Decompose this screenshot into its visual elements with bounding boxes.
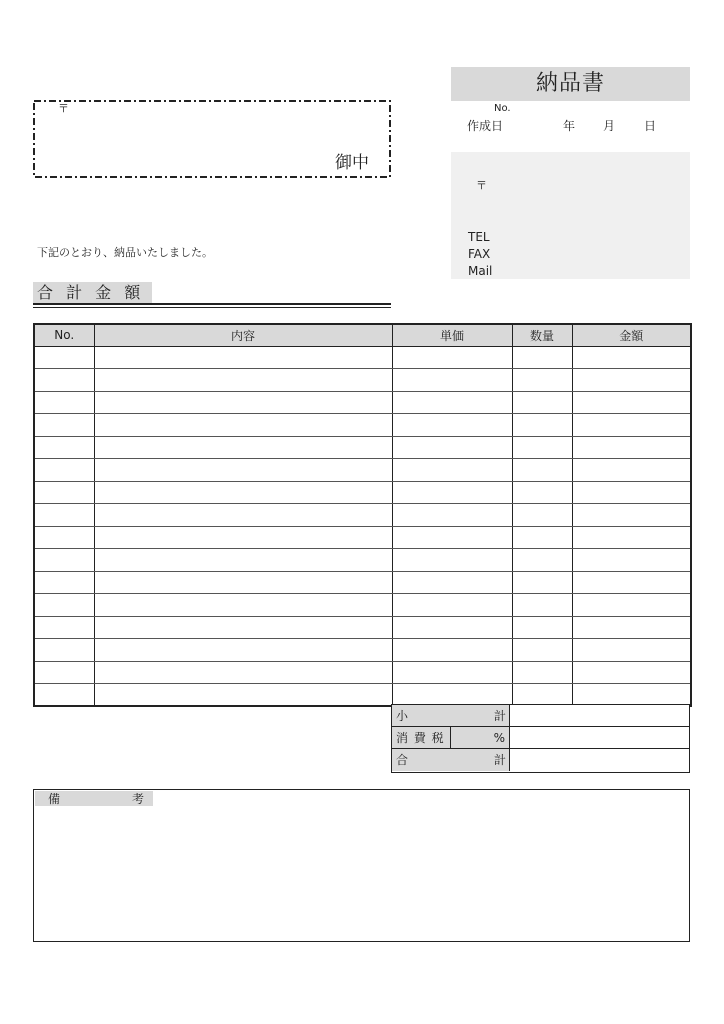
remarks-label-end: 考	[131, 792, 144, 806]
cell-amount	[572, 549, 691, 572]
grand-total-value	[510, 749, 689, 771]
cell-no	[34, 459, 94, 482]
cell-quantity	[512, 369, 572, 392]
table-header-row	[34, 324, 691, 346]
cell-amount	[572, 616, 691, 639]
cell-content	[94, 346, 392, 369]
sender-panel	[451, 152, 690, 279]
cell-content	[94, 526, 392, 549]
cell-no	[34, 436, 94, 459]
table-row	[34, 414, 691, 437]
table-row	[34, 436, 691, 459]
cell-quantity	[512, 481, 572, 504]
creation-date-label: 作成日	[467, 119, 504, 133]
cell-content	[94, 414, 392, 437]
cell-no	[34, 684, 94, 707]
cell-no	[34, 369, 94, 392]
cell-quantity	[512, 684, 572, 707]
cell-unit-price	[392, 504, 512, 527]
table-row	[34, 459, 691, 482]
table-row	[34, 504, 691, 527]
remarks-box	[33, 789, 690, 942]
cell-amount	[572, 504, 691, 527]
subtotal-value	[510, 705, 689, 726]
sender-mail-label: Mail	[468, 264, 493, 278]
cell-amount	[572, 639, 691, 662]
grand-total-label-end: 計	[493, 753, 506, 768]
cell-amount	[572, 661, 691, 684]
cell-unit-price	[392, 459, 512, 482]
subtotal-label	[392, 705, 510, 726]
table-row	[34, 571, 691, 594]
table-row	[34, 481, 691, 504]
cell-content	[94, 571, 392, 594]
cell-no	[34, 504, 94, 527]
header-amount: 金額	[572, 324, 691, 346]
recipient-postal-mark: 〒	[58, 102, 69, 115]
cell-amount	[572, 594, 691, 617]
cell-content	[94, 436, 392, 459]
table-row	[34, 684, 691, 707]
table-row	[34, 661, 691, 684]
sender-postal-mark: 〒	[476, 179, 487, 192]
cell-content	[94, 594, 392, 617]
cell-quantity	[512, 459, 572, 482]
total-amount-double-underline	[33, 303, 391, 308]
recipient-honorific: 御中	[335, 153, 369, 173]
cell-unit-price	[392, 616, 512, 639]
remarks-label	[35, 791, 153, 806]
recipient-box	[33, 100, 391, 178]
table-row	[34, 346, 691, 369]
cell-content	[94, 504, 392, 527]
header-unit-price: 単価	[392, 324, 512, 346]
cell-content	[94, 459, 392, 482]
grand-total-label-start: 合	[396, 753, 409, 768]
cell-unit-price	[392, 594, 512, 617]
cell-amount	[572, 346, 691, 369]
cell-content	[94, 616, 392, 639]
header-content: 内容	[94, 324, 392, 346]
document-title: 納品書	[535, 71, 605, 96]
tax-rate-unit: %	[451, 727, 510, 748]
cell-no	[34, 481, 94, 504]
cell-no	[34, 526, 94, 549]
cell-no	[34, 571, 94, 594]
subtotal-label-end: 計	[493, 709, 506, 723]
cell-no	[34, 639, 94, 662]
cell-content	[94, 639, 392, 662]
table-row	[34, 616, 691, 639]
document-title-box	[451, 67, 690, 101]
cell-no	[34, 346, 94, 369]
cell-content	[94, 369, 392, 392]
cell-content	[94, 684, 392, 707]
cell-amount	[572, 684, 691, 707]
cell-content	[94, 549, 392, 572]
total-amount-label: 合 計 金 額	[33, 282, 152, 304]
tax-row	[392, 727, 689, 749]
cell-content	[94, 481, 392, 504]
cell-unit-price	[392, 436, 512, 459]
date-month-label: 月	[603, 119, 616, 133]
table-row	[34, 369, 691, 392]
cell-unit-price	[392, 369, 512, 392]
cell-no	[34, 661, 94, 684]
summary-box	[391, 704, 690, 773]
cell-quantity	[512, 661, 572, 684]
table-row	[34, 639, 691, 662]
cell-amount	[572, 414, 691, 437]
cell-content	[94, 661, 392, 684]
cell-no	[34, 414, 94, 437]
cell-amount	[572, 369, 691, 392]
cell-unit-price	[392, 571, 512, 594]
cell-no	[34, 391, 94, 414]
table-row	[34, 549, 691, 572]
cell-amount	[572, 459, 691, 482]
cell-amount	[572, 526, 691, 549]
cell-quantity	[512, 346, 572, 369]
cell-no	[34, 594, 94, 617]
grand-total-row	[392, 749, 689, 771]
cell-unit-price	[392, 639, 512, 662]
cell-unit-price	[392, 391, 512, 414]
header-no: No.	[34, 324, 94, 346]
cell-no	[34, 616, 94, 639]
table-body	[34, 346, 691, 706]
cell-no	[34, 549, 94, 572]
cell-quantity	[512, 414, 572, 437]
remarks-label-start: 備	[48, 792, 61, 806]
cell-quantity	[512, 594, 572, 617]
tax-value	[510, 727, 689, 748]
tax-label: 消 費 税	[392, 727, 451, 748]
cell-unit-price	[392, 684, 512, 707]
cell-unit-price	[392, 526, 512, 549]
items-table	[33, 323, 692, 707]
cell-content	[94, 391, 392, 414]
cell-amount	[572, 391, 691, 414]
cell-quantity	[512, 391, 572, 414]
cell-quantity	[512, 616, 572, 639]
subtotal-label-start: 小	[396, 709, 409, 723]
cell-quantity	[512, 639, 572, 662]
header-quantity: 数量	[512, 324, 572, 346]
cell-quantity	[512, 504, 572, 527]
cell-quantity	[512, 571, 572, 594]
delivery-message: 下記のとおり、納品いたしました。	[37, 246, 213, 259]
table-row	[34, 526, 691, 549]
cell-amount	[572, 571, 691, 594]
cell-amount	[572, 481, 691, 504]
sender-fax-label: FAX	[468, 247, 491, 261]
date-day-label: 日	[644, 119, 657, 133]
cell-amount	[572, 436, 691, 459]
cell-unit-price	[392, 661, 512, 684]
cell-quantity	[512, 436, 572, 459]
date-year-label: 年	[563, 119, 576, 133]
cell-unit-price	[392, 414, 512, 437]
cell-quantity	[512, 549, 572, 572]
document-number-label: No.	[494, 103, 511, 114]
table-row	[34, 391, 691, 414]
grand-total-label	[392, 749, 510, 771]
cell-unit-price	[392, 346, 512, 369]
sender-tel-label: TEL	[468, 230, 490, 244]
subtotal-row	[392, 705, 689, 727]
cell-quantity	[512, 526, 572, 549]
cell-unit-price	[392, 549, 512, 572]
cell-unit-price	[392, 481, 512, 504]
table-row	[34, 594, 691, 617]
